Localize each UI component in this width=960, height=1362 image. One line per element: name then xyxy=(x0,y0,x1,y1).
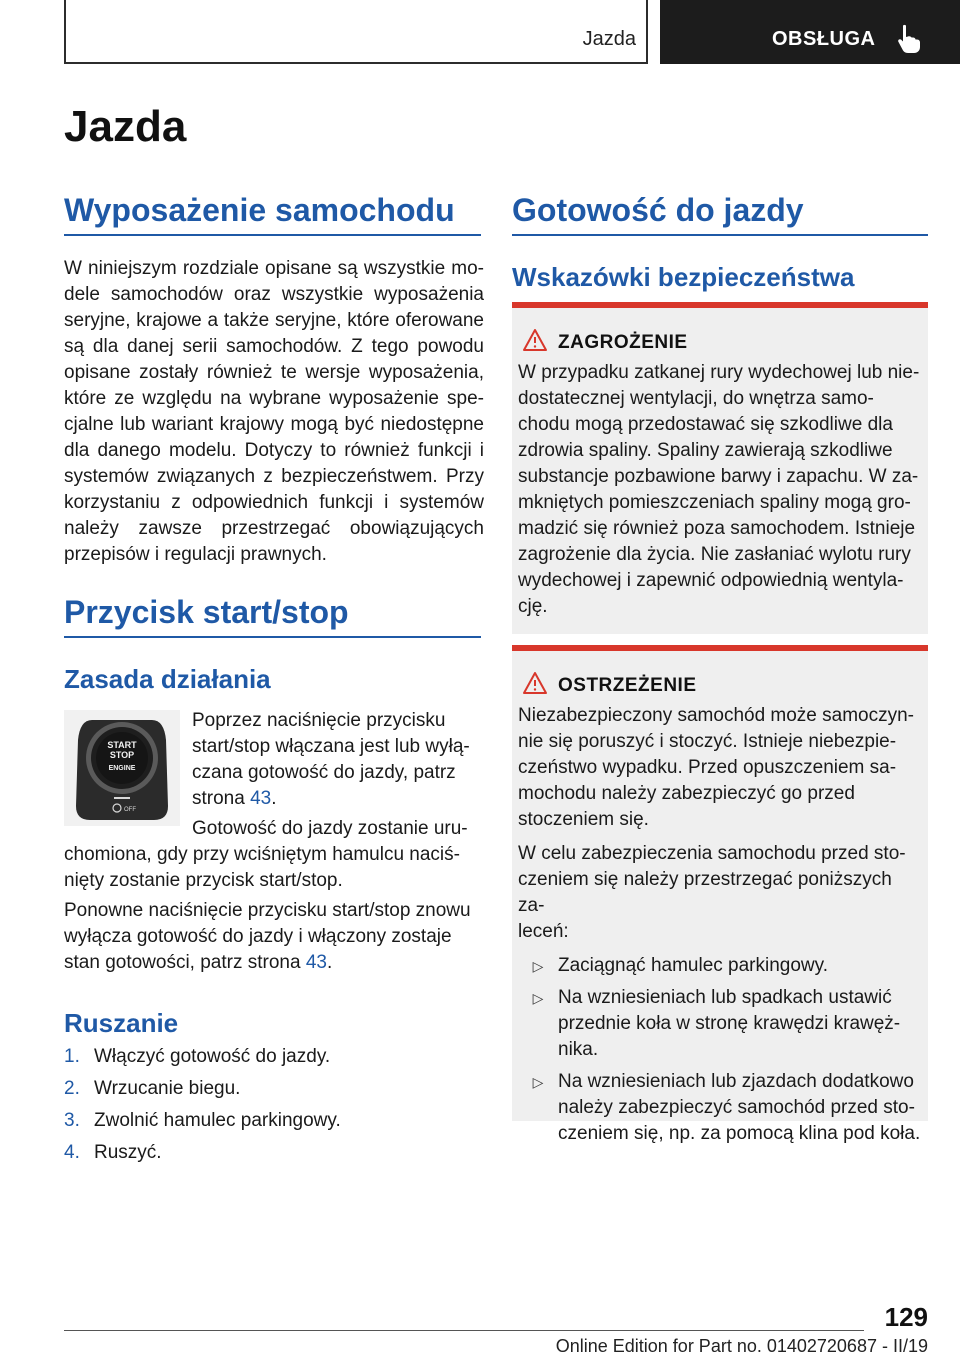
subsection-title-principle: Zasada działania xyxy=(64,664,271,694)
list-text: Ruszyć. xyxy=(94,1142,162,1163)
list-number: 4. xyxy=(64,1142,80,1163)
list-item xyxy=(518,953,922,979)
danger-bar xyxy=(512,302,928,308)
subsection-title-safety: Wskazówki bezpieczeństwa xyxy=(512,262,855,292)
text-line: czana gotowość do jazdy, patrz xyxy=(192,762,456,783)
page-reference-link[interactable]: 43 xyxy=(305,952,327,973)
header-section-frame xyxy=(64,0,648,64)
equipment-paragraph: W niniejszym rozdziale opisane są wszystkie mo-dele samochodów oraz wszystkie wyposażenia seryjne, krajowe a także seryjne, które oferowane są dla danej serii samochodów. Z tego powodu opisane zostały również te wersje wyposażenia, które ze względu na wybrane wyposażenie spe-cjalne lub wariant krajowy mogą być niedostępne dla danego modelu. Dotyczy to również funkcji i systemów związanych z bezpieczeństwem. Przy korzystaniu z odpowiednich funkcji i systemów należy zawsze przestrzegać obowiązujących przepisów i regulacji prawnych. xyxy=(64,258,484,565)
principle-paragraph-2-line-1: Gotowość do jazdy zostanie uru- xyxy=(192,818,468,839)
text-line: zagrożenie dla życia. Nie zasłaniać wylotu rury xyxy=(518,544,911,565)
button-label-engine: ENGINE xyxy=(108,765,136,772)
pointing-hand-icon xyxy=(896,24,922,54)
danger-box xyxy=(512,302,928,634)
start-stop-button-icon xyxy=(64,710,180,826)
text-line: nika. xyxy=(558,1039,599,1060)
button-label-stop: STOP xyxy=(109,750,135,760)
text-line: W celu zabezpieczenia samochodu przed sto- xyxy=(518,843,906,864)
text-line: strona xyxy=(192,788,251,809)
text-line: leceń: xyxy=(518,921,569,942)
text-line: stan gotowości, patrz strona xyxy=(64,952,306,973)
bullet-marker: ▷ xyxy=(532,1074,544,1090)
list-item xyxy=(64,1076,484,1102)
button-label-start: START xyxy=(107,740,137,750)
bullet-marker: ▷ xyxy=(532,958,544,974)
danger-heading: ZAGROŻENIE xyxy=(558,332,688,353)
text-line: Ponowne naciśnięcie przycisku start/stop znowu xyxy=(64,900,471,921)
section-title-equipment: Wyposażenie samochodu xyxy=(64,192,455,228)
list-text: Włączyć gotowość do jazdy. xyxy=(94,1046,331,1067)
list-item xyxy=(64,1108,484,1134)
text-line: wydechowej i zapewnić odpowiednią wentyla- xyxy=(518,570,904,591)
principle-paragraph-2 xyxy=(64,842,484,894)
list-item xyxy=(518,1069,922,1147)
text-line: chodu mogą przedostawać się szkodliwe dla xyxy=(518,414,893,435)
warning-text xyxy=(518,703,922,1153)
principle-paragraph-3 xyxy=(64,898,484,976)
text-line: start/stop włączana jest lub wyłą- xyxy=(192,736,470,757)
text-line: W przypadku zatkanej rury wydechowej lub nie- xyxy=(518,362,920,383)
section-title-readiness: Gotowość do jazdy xyxy=(512,192,804,228)
list-number: 1. xyxy=(64,1046,80,1067)
text-line: mochodu należy zabezpieczyć go przed xyxy=(518,783,855,804)
text-line: przednie koła w stronę krawędzi krawęż- xyxy=(558,1013,901,1034)
warning-box xyxy=(512,645,928,1144)
footer-rule xyxy=(64,1330,864,1331)
section-rule xyxy=(512,234,928,236)
list-number: 2. xyxy=(64,1078,80,1099)
section-rule xyxy=(64,636,481,638)
header-section-title: Jazda xyxy=(582,28,636,50)
ruszanie-steps-list xyxy=(64,1044,484,1172)
list-text: Wrzucanie biegu. xyxy=(94,1078,241,1099)
list-item xyxy=(518,985,922,1063)
text-line: nięty zostanie przycisk start/stop. xyxy=(64,870,343,891)
button-label-off: OFF xyxy=(124,807,136,813)
text-line: stoczeniem się. xyxy=(518,809,649,830)
text-line: nie się poruszyć i stoczyć. Istnieje niebezpie- xyxy=(518,731,897,752)
text-line: wyłącza gotowość do jazdy i włączony zostaje xyxy=(64,926,452,947)
page-reference-link[interactable]: 43 xyxy=(250,788,272,809)
subsection-title-ruszanie: Ruszanie xyxy=(64,1008,179,1038)
text-line: Poprzez naciśnięcie przycisku xyxy=(192,710,446,731)
text-line: substancje pozbawione barwy i zapachu. W za- xyxy=(518,466,919,487)
section-title-start-stop: Przycisk start/stop xyxy=(64,594,349,630)
header-chapter-label: OBSŁUGA xyxy=(772,28,876,50)
bullet-marker: ▷ xyxy=(532,990,544,1006)
text-line: czeniem się należy przestrzegać poniższych za- xyxy=(518,869,892,916)
warning-bar xyxy=(512,645,928,651)
warning-heading: OSTRZEŻENIE xyxy=(558,675,697,696)
start-stop-button-image xyxy=(64,710,180,826)
list-item xyxy=(64,1044,484,1070)
text-line: Zaciągnąć hamulec parkingowy. xyxy=(558,955,829,976)
text-line: dostatecznej wentylacji, do wnętrza samo- xyxy=(518,388,874,409)
text-line: Na wzniesieniach lub spadkach ustawić xyxy=(558,987,892,1008)
danger-text xyxy=(518,360,922,620)
text-line: . xyxy=(271,788,277,809)
text-line: czeństwo wypadku. Przed opuszczeniem sa- xyxy=(518,757,897,778)
list-text: Zwolnić hamulec parkingowy. xyxy=(94,1110,341,1131)
warning-triangle-icon xyxy=(522,671,548,695)
warning-triangle-icon xyxy=(522,328,548,352)
page-title: Jazda xyxy=(64,102,187,151)
text-line: mkniętych pomieszczeniach spaliny mogą gro- xyxy=(518,492,911,513)
text-line: Na wzniesieniach lub zjazdach dodatkowo xyxy=(558,1071,914,1092)
list-number: 3. xyxy=(64,1110,80,1131)
text-line: zdrowia spaliny. Spaliny zawierają szkodliwe xyxy=(518,440,893,461)
text-line: madzić się również poza samochodem. Istnieje xyxy=(518,518,916,539)
page-number: 129 xyxy=(884,1302,928,1332)
text-line: cję. xyxy=(518,596,548,617)
text-line: chomiona, gdy przy wciśniętym hamulcu naciś- xyxy=(64,844,460,865)
footer-edition: Online Edition for Part no. 01402720687 - II/19 xyxy=(555,1336,928,1356)
text-line: Niezabezpieczony samochód może samoczyn- xyxy=(518,705,915,726)
text-line: należy zabezpieczyć samochód przed sto- xyxy=(558,1097,915,1118)
section-rule xyxy=(64,234,481,236)
text-line: . xyxy=(326,952,333,973)
list-item xyxy=(64,1140,484,1166)
principle-paragraph-1 xyxy=(192,708,484,812)
text-line: czeniem się, np. za pomocą klina pod koła. xyxy=(558,1123,921,1144)
